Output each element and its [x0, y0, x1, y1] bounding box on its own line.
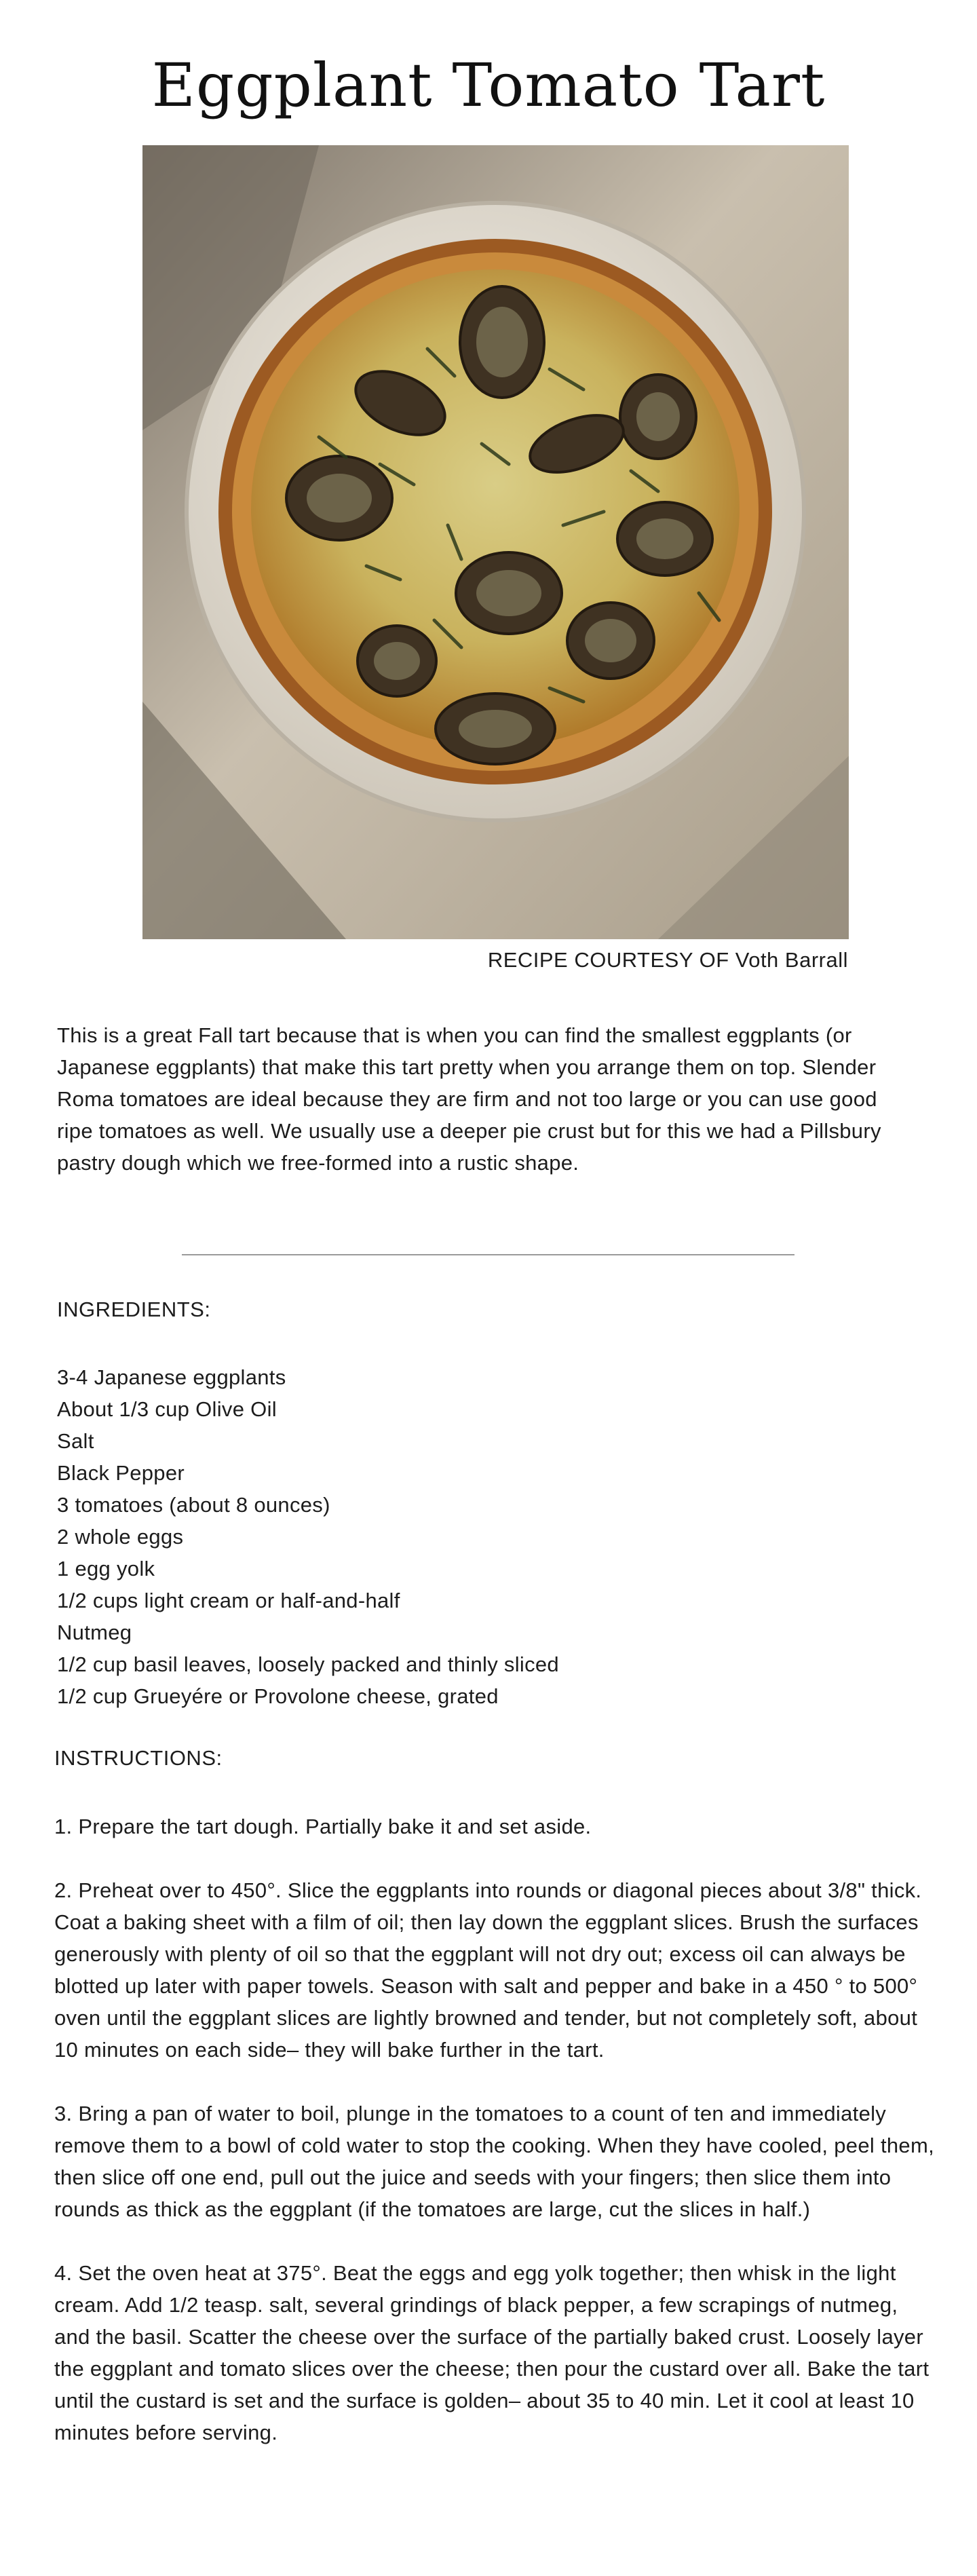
- ingredient-item: 3-4 Japanese eggplants: [57, 1365, 286, 1389]
- recipe-credit: RECIPE COURTESY OF Voth Barrall: [487, 948, 848, 972]
- tart-photo: [142, 145, 849, 939]
- ingredient-item: Salt: [57, 1429, 94, 1453]
- ingredient-item: 1/2 cup Grueyére or Provolone cheese, grated: [57, 1684, 499, 1708]
- intro-paragraph: This is a great Fall tart because that is when you can find the smallest eggplants (or Japanese eggplants) that make this tart pretty when you arrange them on top. Slender Roma tomatoes are ideal because they are firm and not too large or you can use good ripe tomatoes as well. We usually use a deeper pie crust but for this we had a Pillsbury pastry dough which we free-formed into a rustic shape.: [57, 1023, 881, 1175]
- instruction-step-4: 4. Set the oven heat at 375°. Beat the eggs and egg yolk together; then whisk in the light cream. Add 1/2 teasp. salt, several grindings of black pepper, a few scrapings of nutmeg, and the basil. Scatter the cheese over the surface of the partially baked crust. Loosely layer the eggplant and tomato slices over the cheese; then pour the custard over all. Bake the tart until the custard is set and the surface is golden– about 35 to 40 min. Let it cool at least 10 minutes before serving.: [54, 2261, 930, 2444]
- page-title: Eggplant Tomato Tart: [151, 50, 826, 120]
- instructions-steps: [54, 1811, 936, 2480]
- ingredients-heading: INGREDIENTS:: [57, 1298, 211, 1321]
- ingredient-item: Nutmeg: [57, 1621, 132, 1644]
- ingredient-item: 3 tomatoes (about 8 ounces): [57, 1493, 330, 1517]
- ingredient-item: 1/2 cups light cream or half-and-half: [57, 1589, 400, 1612]
- ingredient-item: Black Pepper: [57, 1461, 185, 1485]
- ingredient-item: 1/2 cup basil leaves, loosely packed and thinly sliced: [57, 1652, 559, 1676]
- ingredient-item: 2 whole eggs: [57, 1525, 184, 1549]
- ingredient-item: About 1/3 cup Olive Oil: [57, 1397, 277, 1421]
- instruction-step-3: 3. Bring a pan of water to boil, plunge in the tomatoes to a count of ten and immediately remove them to a bowl of cold water to stop the cooking. When they have cooled, peel them, then slice off one end, pull out the juice and seeds with your fingers; then slice them into rounds as thick as the eggplant (if the tomatoes are large, cut the slices in half.): [54, 2102, 934, 2221]
- ingredients-list: [57, 1361, 559, 1712]
- instructions-heading: INSTRUCTIONS:: [54, 1746, 223, 1770]
- instruction-step-1: 1. Prepare the tart dough. Partially bake it and set aside.: [54, 1815, 592, 1838]
- instruction-step-2: 2. Preheat over to 450°. Slice the eggplants into rounds or diagonal pieces about 3/8" thick. Coat a baking sheet with a film of oil; then lay down the eggplant slices. Brush the surfaces generously with plenty of oil so that the eggplant will not dry out; excess oil can always be blotted up later with paper towels. Season with salt and pepper and bake in a 450 ° to 500° oven until the eggplant slices are lightly browned and tender, but not completely soft, about 10 minutes on each side– they will bake further in the tart.: [54, 1878, 922, 2062]
- ingredient-item: 1 egg yolk: [57, 1557, 155, 1580]
- section-divider: [182, 1254, 794, 1255]
- tart-illustration: [142, 145, 849, 939]
